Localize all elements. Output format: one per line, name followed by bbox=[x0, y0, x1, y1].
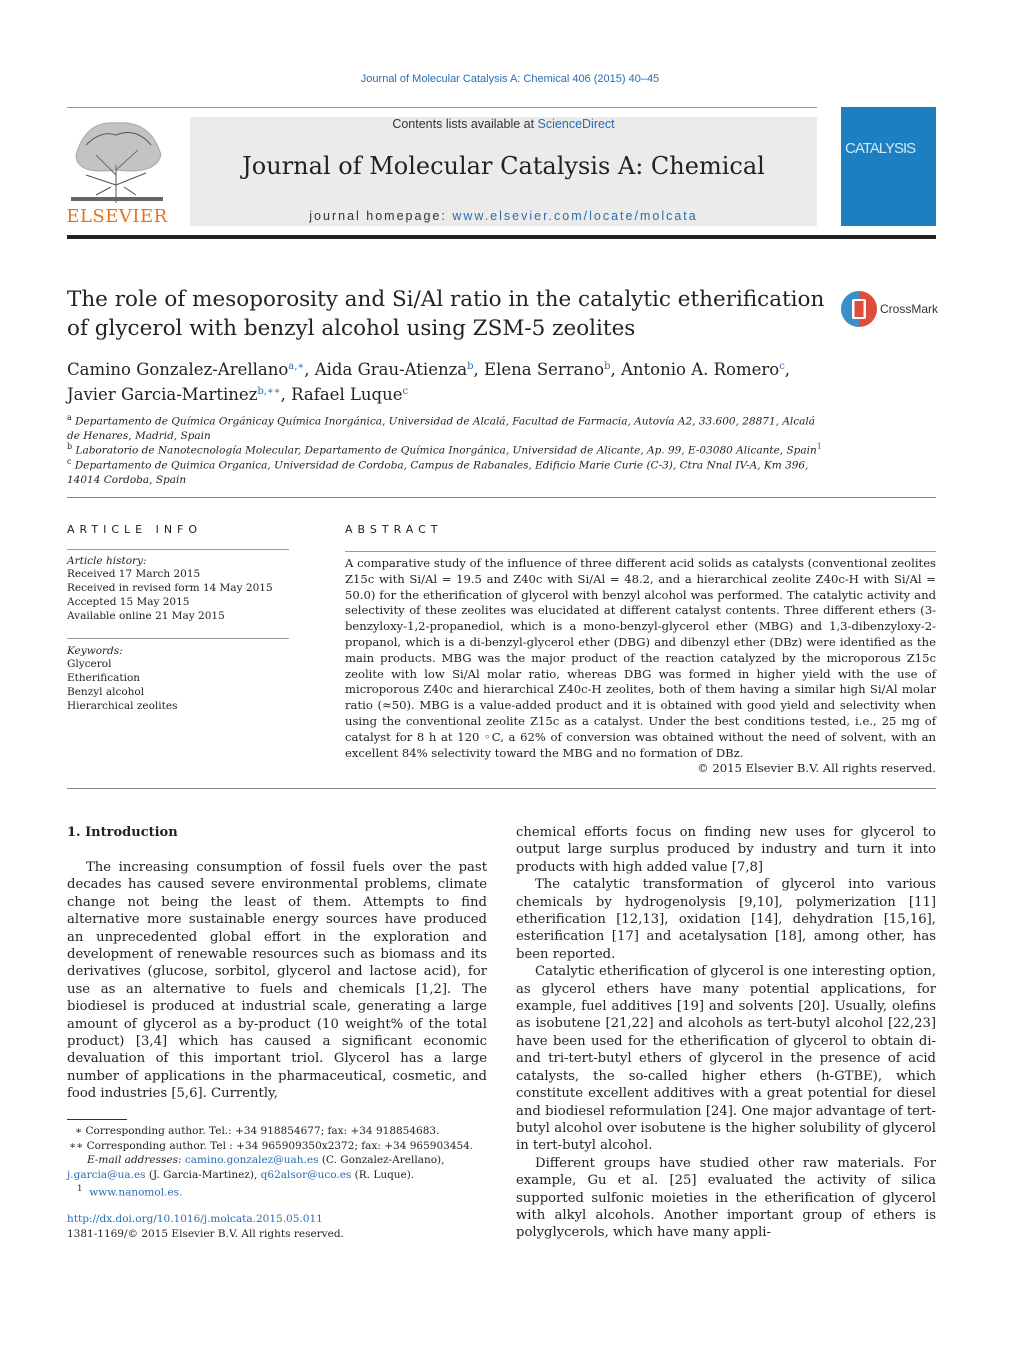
author[interactable]: Aida Grau-Atienza$^b$ bbox=[314, 360, 474, 379]
crossmark-icon bbox=[840, 290, 878, 328]
history-item: Available online 21 May 2015 bbox=[67, 610, 225, 622]
keyword: Hierarchical zeolites bbox=[67, 700, 178, 712]
abstract-text bbox=[345, 556, 936, 777]
footnote: ∗∗ Corresponding author. Tel : +34 965909350x2372; fax: +34 965903454. bbox=[69, 1139, 474, 1152]
footnote-rule bbox=[67, 1119, 127, 1120]
crossmark-label: CrossMark bbox=[880, 302, 939, 316]
contents-line bbox=[190, 117, 817, 131]
footnote: $^1$ www.nanomol.es. bbox=[77, 1184, 183, 1199]
cover-title: CATALYSIS bbox=[845, 140, 916, 157]
keywords bbox=[67, 645, 289, 713]
affiliation-a: $^a$ Departamento de Química Orgánicay Química Inorgánica, Universidad de Alcalá, Facultad de Farmacia, Autovía A2, 33.600, 28871, Alcalá de Henares, Madrid, Spain bbox=[67, 413, 816, 442]
header-divider bbox=[67, 107, 817, 108]
affiliation-b: $^b$ Laboratorio de Nanotecnología Molecular, Departamento de Química Inorgánica, Universidad de Alicante, Ap. 99, E-03080 Alicante, Spain$^1$ bbox=[67, 442, 822, 457]
journal-homepage bbox=[190, 209, 817, 223]
footnote: ∗ Corresponding author. Tel.: +34 918854677; fax: +34 918854683. bbox=[75, 1125, 440, 1137]
author-list: Camino Gonzalez-Arellano$^{a,∗}$, Aida Grau-Atienza$^b$, Elena Serrano$^b$, Antonio A. Romero$^c$, Javier Garcia-Martinez$^{b,∗∗}$, Rafael Luque$^c$ bbox=[67, 360, 791, 404]
section-heading: 1. Introduction bbox=[67, 825, 178, 840]
history-label: Article history: bbox=[67, 555, 147, 567]
intro-left-column bbox=[67, 859, 487, 1103]
paragraph: Catalytic etherification of glycerol is one interesting option, as glycerol ethers have many potential applications, for example, fuel additives [19] and solvents [20]. Usually, olefins as isobutene [21,22] and alcohols as tert-butyl alcohol [22,23] have been used for the etherification of glycerol to obtain di- and tri-tert-butyl ethers of glycerol in the presence of acid catalysts, the so-called higher ethers (h-GTBE), which constitute excellent additives with a great potential for diesel and biodiesel reformulation [24]. One major advantage of tert-butyl alcohol over isobutene is the higher solubility of glycerol in tert-butyl alcohol. bbox=[516, 964, 936, 1154]
elsevier-wordmark: ELSEVIER bbox=[66, 206, 168, 227]
journal-cover-image[interactable] bbox=[841, 107, 936, 226]
keywords-label: Keywords: bbox=[67, 645, 123, 657]
doi-link[interactable]: http://dx.doi.org/10.1016/j.molcata.2015.05.011 bbox=[67, 1213, 323, 1225]
journal-title: Journal of Molecular Catalysis A: Chemical bbox=[242, 152, 765, 180]
affiliation-c: $^c$ Departamento de Quimica Organica, Universidad de Cordoba, Campus de Rabanales, Edificio Marie Curie (C-3), Ctra Nnal IV-A, Km 396, 14014 Cordoba, Spain bbox=[67, 457, 809, 486]
footnotes bbox=[67, 1124, 487, 1200]
author[interactable]: Camino Gonzalez-Arellano$^{a,∗}$ bbox=[67, 360, 305, 379]
divider bbox=[345, 551, 936, 552]
divider bbox=[67, 788, 936, 789]
homepage-link[interactable]: www.elsevier.com/locate/molcata bbox=[452, 209, 698, 223]
paragraph: The catalytic transformation of glycerol into various chemicals by hydrogenolysis [9,10], polymerization [11] etherification [12,13], oxidation [14], dehydration [15,16], esterification [17] and acetalysation [18], among other, has been reported. bbox=[516, 877, 936, 962]
paragraph: chemical efforts focus on finding new uses for glycerol to output large surplus produced by industry and turn it into products with high added value [7,8] bbox=[516, 825, 936, 875]
article-history bbox=[67, 555, 289, 623]
paragraph: The increasing consumption of fossil fuels over the past decades has caused severe environmental problems, climate change not being the least of them. Attempts to find alternative more sustainable energy sources have produced an unprecedented global effort in the exploration and development of renewable resources such as biomass and its derivatives (glucose, sorbitol, glycerol and lactose acid), for use as an alternative to fuels and chemicals [1,2]. The biodiesel is produced at industrial scale, generating a large amount of glycerol as a by-product (10 weight% of the total product) [3,4] which has caused a significant economic devaluation of this important triol. Glycerol has a large number of applications in the pharmaceutical, cosmetic, and food industries [5,6]. Currently, bbox=[67, 860, 487, 1102]
footnote-emails: E-mail addresses: camino.gonzalez@uah.es (C. Gonzalez-Arellano), bbox=[87, 1154, 445, 1166]
homepage-prefix: journal homepage: bbox=[309, 209, 453, 223]
author[interactable]: Elena Serrano$^b$ bbox=[484, 360, 611, 379]
article-title: The role of mesoporosity and Si/Al ratio in the catalytic etherification of glycerol with benzyl alcohol using ZSM-5 zeolites bbox=[67, 287, 825, 341]
email-link[interactable]: q62alsor@uco.es bbox=[260, 1168, 352, 1181]
doi-block bbox=[67, 1212, 487, 1241]
divider bbox=[67, 549, 289, 550]
author[interactable]: Rafael Luque$^c$ bbox=[291, 385, 409, 404]
crossmark-badge[interactable] bbox=[840, 290, 939, 330]
keyword: Glycerol bbox=[67, 658, 112, 670]
intro-right-column bbox=[516, 824, 936, 1242]
email-link[interactable]: j.garcia@ua.es bbox=[67, 1168, 146, 1181]
journal-reference[interactable]: Journal of Molecular Catalysis A: Chemical 406 (2015) 40–45 bbox=[360, 73, 660, 85]
keyword: Etherification bbox=[67, 672, 141, 684]
keyword: Benzyl alcohol bbox=[67, 686, 145, 698]
divider bbox=[67, 497, 936, 498]
contents-prefix: Contents lists available at bbox=[392, 117, 538, 131]
paragraph: Different groups have studied other raw materials. For example, Gu et al. [25] evaluated the activity of silica supported sulfonic moieties in the etherification of glycerol with alkyl alcohols. Another important group of ethers is polyglycerols, which have many appli- bbox=[516, 1155, 936, 1241]
sciencedirect-link[interactable]: ScienceDirect bbox=[537, 117, 615, 131]
abstract-copyright: © 2015 Elsevier B.V. All rights reserved. bbox=[697, 761, 936, 776]
article-info-heading: ARTICLE INFO bbox=[67, 523, 203, 536]
footnote-emails-cont: j.garcia@ua.es (J. Garcia-Martinez), q62alsor@uco.es (R. Luque). bbox=[67, 1168, 415, 1181]
website-link[interactable]: www.nanomol.es. bbox=[89, 1186, 183, 1199]
header-thick-rule bbox=[67, 235, 936, 239]
abstract-heading: ABSTRACT bbox=[345, 523, 443, 536]
author[interactable]: Javier Garcia-Martinez$^{b,∗∗}$ bbox=[67, 385, 281, 404]
history-item: Received 17 March 2015 bbox=[67, 568, 201, 580]
issn-line: 1381-1169/© 2015 Elsevier B.V. All rights reserved. bbox=[67, 1227, 344, 1240]
history-item: Received in revised form 14 May 2015 bbox=[67, 582, 273, 594]
divider bbox=[67, 638, 289, 639]
abstract-body: A comparative study of the influence of three different acid solids as catalysts (conventional zeolites Z15c with Si/Al = 19.5 and Z40c with Si/Al = 48.2, and a hierarchical zeolite Z40c-H with Si/Al = 50.0) for the etherification of glycerol with benzyl alcohol was performed. The catalytic activity and selectivity of these zeolites was elucidated at different catalyst contents. Three different ethers (3-benzyloxy-1,2-propanediol, which is a mono-benzyl-glycerol ether (MBG) and 1,3-dibenzyloxy-2-propanol, which is a di-benzyl-glycerol ether (DBG) and dibenzyl ether (DBz) were identified as the main products. MBG was the major product of the reaction catalyzed by the microporous Z15c zeolite with low Si/Al molar ratio, whereas DBG was formed in higher yield with the use of microporous Z40c and hierarchical Z40c-H zeolites, both of them having a similar high Si/Al molar ratio (≈50). MBG is a value-added product and it is obtained with good yield and selectivity when using the conventional zeolite Z15c as a catalyst. Under the best conditions tested, i.e., 25 mg of catalyst for 8 h at 120 ◦C, a 62% of conversion was obtained without the need of solvent, with an excellent 84% selectivity toward the MBG and no formation of DBz. bbox=[345, 556, 936, 760]
author[interactable]: Antonio A. Romero$^c$ bbox=[621, 360, 785, 379]
email-link[interactable]: camino.gonzalez@uah.es bbox=[184, 1154, 319, 1166]
history-item: Accepted 15 May 2015 bbox=[67, 596, 190, 608]
email-label: E-mail addresses: bbox=[87, 1154, 185, 1166]
